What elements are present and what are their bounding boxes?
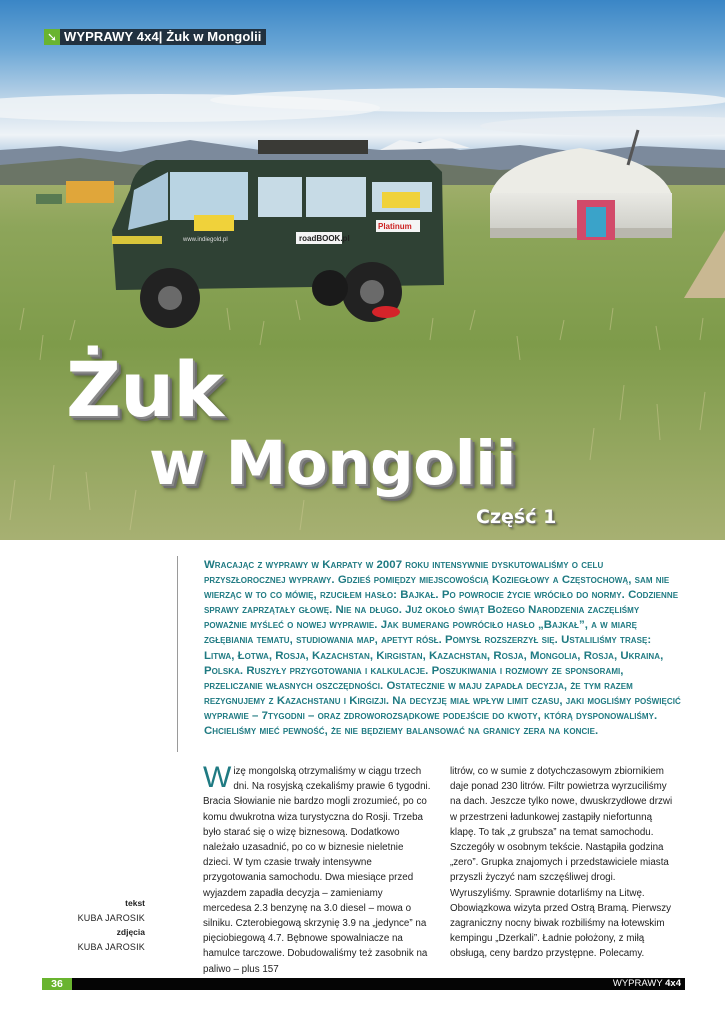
credit-photo-role: zdjęcia: [116, 927, 145, 938]
page-number: 36: [42, 978, 72, 990]
cloud: [210, 88, 725, 112]
van-sticker-website: www.indiegold.pl: [183, 237, 228, 243]
section-header: [44, 29, 266, 45]
distant-car: [36, 194, 62, 204]
van-sticker-roadbook: roadBOOK.pl: [299, 234, 350, 243]
distant-trailer: [66, 181, 114, 203]
body-text-col1: izę mongolską otrzymaliśmy w ciągu trzech dni. Na rosyjską czekaliśmy prawie 6 tygodni. Bracia Słowianie nie bardzo mogli zrozumieć, po co komu dwukrotna wiza turystyczna do Rosji. Trzeba było starać się o wizę biznesową. Dodatkowo należało uzasadnić, po co w biznesie nieletnie dzieci. W tym czasie trwały intensywne przygotowania samochodu. Dwa miesiące przed wyjazdem zapadła decyzja – zamieniamy mercedesa 2.3 benzynę na 3.0 diesel – mowa o silniku. Czterobiegową skrzynię 3.9 na „jedynce” na pięciobiegową 4.7. Bębnowe spowalniacze na hamulce tarczowe. Dobudowaliśmy też zasobnik na paliwo – plus 157: [203, 766, 431, 975]
drop-cap: W: [203, 761, 232, 794]
lead-divider: [177, 556, 178, 752]
footer-magazine-name: [613, 978, 681, 990]
van-sticker-platinum: Platinum: [378, 222, 412, 231]
body-paragraph: [203, 761, 431, 977]
article-title-line2: w Mongolii: [149, 428, 516, 499]
credit-photo-name: KUBA JAROSIK: [77, 941, 145, 952]
section-title: WYPRAWY 4x4| Żuk w Mongolii: [64, 29, 262, 44]
body-column-2: [450, 764, 678, 962]
body-text-col2: litrów, co w sumie z dotychczasowym zbiornikiem daje ponad 230 litrów. Filtr powietrza wyrzuciliśmy na dach. Jeszcze tylko nowe, dwuskrzydłowe drzwi w przestrzeni ładunkowej zastąpiły niefortunną klapę. To tak „z grubsza” na temat samochodu. Szczegóły w osobnym tekście. Nastąpiła godzina „zero”. Grupka znajomych i przedstawiciele miasta przyszli życzyć nam szczęśliwej drogi. Wyruszyliśmy. Sprawnie dotarliśmy na Litwę. Obowiązkowa wizyta przed Ostrą Bramą. Pierwszy zagraniczny nocny biwak rozbiliśmy na łotewskim kempingu „Dzerkali”. Ładnie położony, z miłą obsługą, ceny bardzo przystępne. Polecamy.: [450, 766, 673, 960]
credit-text-name: KUBA JAROSIK: [77, 912, 145, 923]
author-credits: [78, 896, 145, 954]
footer-magazine-suffix: 4x4: [665, 978, 681, 989]
footer-magazine-prefix: WYPRAWY: [612, 978, 666, 989]
article-part-label: Część 1: [476, 506, 557, 528]
snow-peaks: [380, 138, 470, 150]
section-arrow-icon: ➘: [44, 29, 60, 45]
footer-bar: [42, 978, 685, 990]
body-column-1: [203, 761, 431, 977]
lead-paragraph: [204, 558, 684, 739]
article-title-line1: Żuk: [66, 345, 223, 434]
lead-text: Wracając z wyprawy w Karpaty w 2007 roku intensywnie dyskutowaliśmy o celu przyszłorocznej wyprawy. Gdzieś pomiędzy miejscowością Koziegłowy a Częstochową, sam nie wierząc w to co mówię, rzuciłem hasło: Bajkał. Po powrocie życie wróciło do normy. Codzienne sprawy zaprzątały głowę. Nie na długo. Już około świąt Bożego Narodzenia zaczęliśmy poważnie myśleć o nowej wyprawie. Jak bumerang powróciło hasło „Bajkał”, a w miarę zgłębiania tematu, studiowania map, apetyt rósł. Pomysł rozszerzył się. Ustaliliśmy trasę: Litwa, Łotwa, Rosja, Kazachstan, Kirgistan, Kazachstan, Rosja, Mongolia, Rosja, Ukraina, Polska. Ruszyły przygotowania i kalkulacje. Poszukiwania i rozmowy ze sponsorami, przeliczanie własnych oszczędności. Ostatecznie w maju zapadła decyzja, że tym razem rezygnujemy z Kazachstanu i Kirgizji. Na decyzję miał wpływ limit czasu, jaki mogliśmy poświęcić wyprawie – 7tygodni – oraz zdroworozsądkowe podejście do kwoty, którą dysponowaliśmy. Chcieliśmy mieć pewność, że nie będziemy balansować na granicy zera na koncie.: [204, 559, 681, 738]
cloud: [480, 116, 725, 136]
credit-text-role: tekst: [125, 898, 145, 908]
